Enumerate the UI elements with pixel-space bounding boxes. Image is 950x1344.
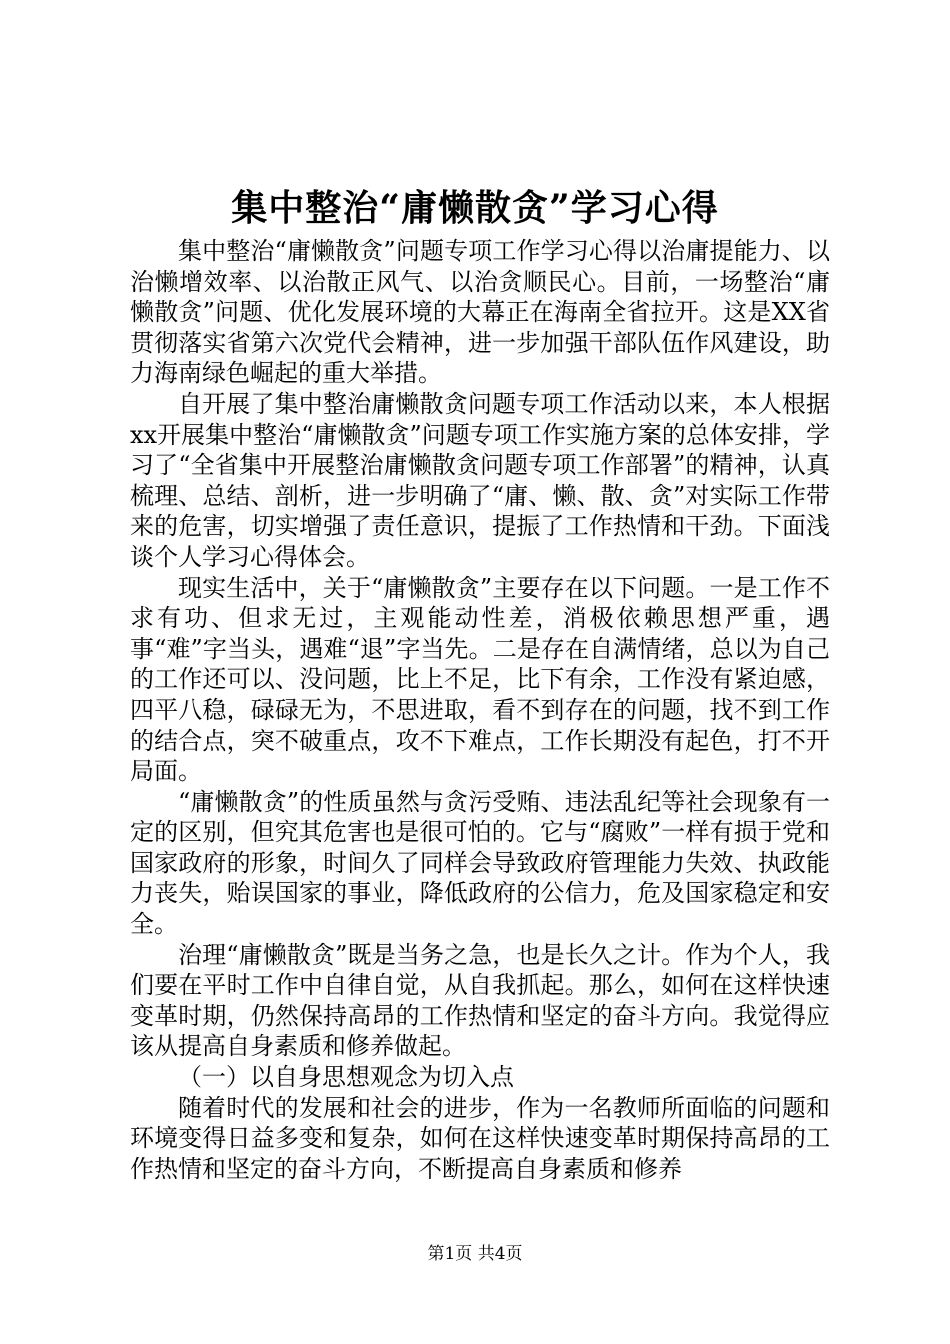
page-footer: 第1页 共4页 bbox=[427, 1244, 523, 1264]
document-title: 集中整治“庸懒散贪”学习心得 bbox=[231, 187, 719, 229]
paragraph-6: 随着时代的发展和社会的进步，作为一名教师所面临的问题和环境变得日益多变和复杂，如何在这样快速变革时期保持高昂的工作热情和坚定的奋斗方向，不断提高自身素质和修养 bbox=[130, 1093, 830, 1183]
paragraph-3: 现实生活中，关于“庸懒散贪”主要存在以下问题。一是工作不求有功、但求无过，主观能动性差，消极依赖思想严重，遇事“难”字当头，遇难“退”字当先。二是存在自满情绪，总以为自己的工作还可以、没问题，比上不足，比下有余，工作没有紧迫感，四平八稳，碌碌无为，不思进取，看不到存在的问题，找不到工作的结合点，突不破重点，攻不下难点，工作长期没有起色，打不开局面。 bbox=[130, 573, 830, 786]
paragraph-4: “庸懒散贪”的性质虽然与贪污受贿、违法乱纪等社会现象有一定的区别，但究其危害也是很可怕的。它与“腐败”一样有损于党和国家政府的形象，时间久了同样会导致政府管理能力失效、执政能力丧失，贻误国家的事业，降低政府的公信力，危及国家稳定和安全。 bbox=[130, 787, 830, 939]
paragraph-1: 集中整治“庸懒散贪”问题专项工作学习心得以治庸提能力、以治懒增效率、以治散正风气、以治贪顺民心。目前，一场整治“庸懒散贪”问题、优化发展环境的大幕正在海南全省拉开。这是XX省贯彻落实省第六次党代会精神，进一步加强干部队伍作风建设，助力海南绿色崛起的重大举措。 bbox=[130, 237, 830, 388]
paragraph-2: 自开展了集中整治庸懒散贪问题专项工作活动以来，本人根据xx开展集中整治“庸懒散贪”问题专项工作实施方案的总体安排，学习了“全省集中开展整治庸懒散贪问题专项工作部署”的精神，认真梳理、总结、剖析，进一步明确了“庸、懒、散、贪”对实际工作带来的危害，切实增强了责任意识，提振了工作热情和干劲。下面浅谈个人学习心得体会。 bbox=[130, 389, 830, 571]
section-heading: （一）以自身思想观念为切入点 bbox=[178, 1063, 514, 1092]
paragraph-5: 治理“庸懒散贪”既是当务之急，也是长久之计。作为个人，我们要在平时工作中自律自觉，从自我抓起。那么，如何在这样快速变革时期，仍然保持高昂的工作热情和坚定的奋斗方向。我觉得应该从提高自身素质和修养做起。 bbox=[130, 940, 830, 1061]
document-body bbox=[130, 236, 830, 1184]
